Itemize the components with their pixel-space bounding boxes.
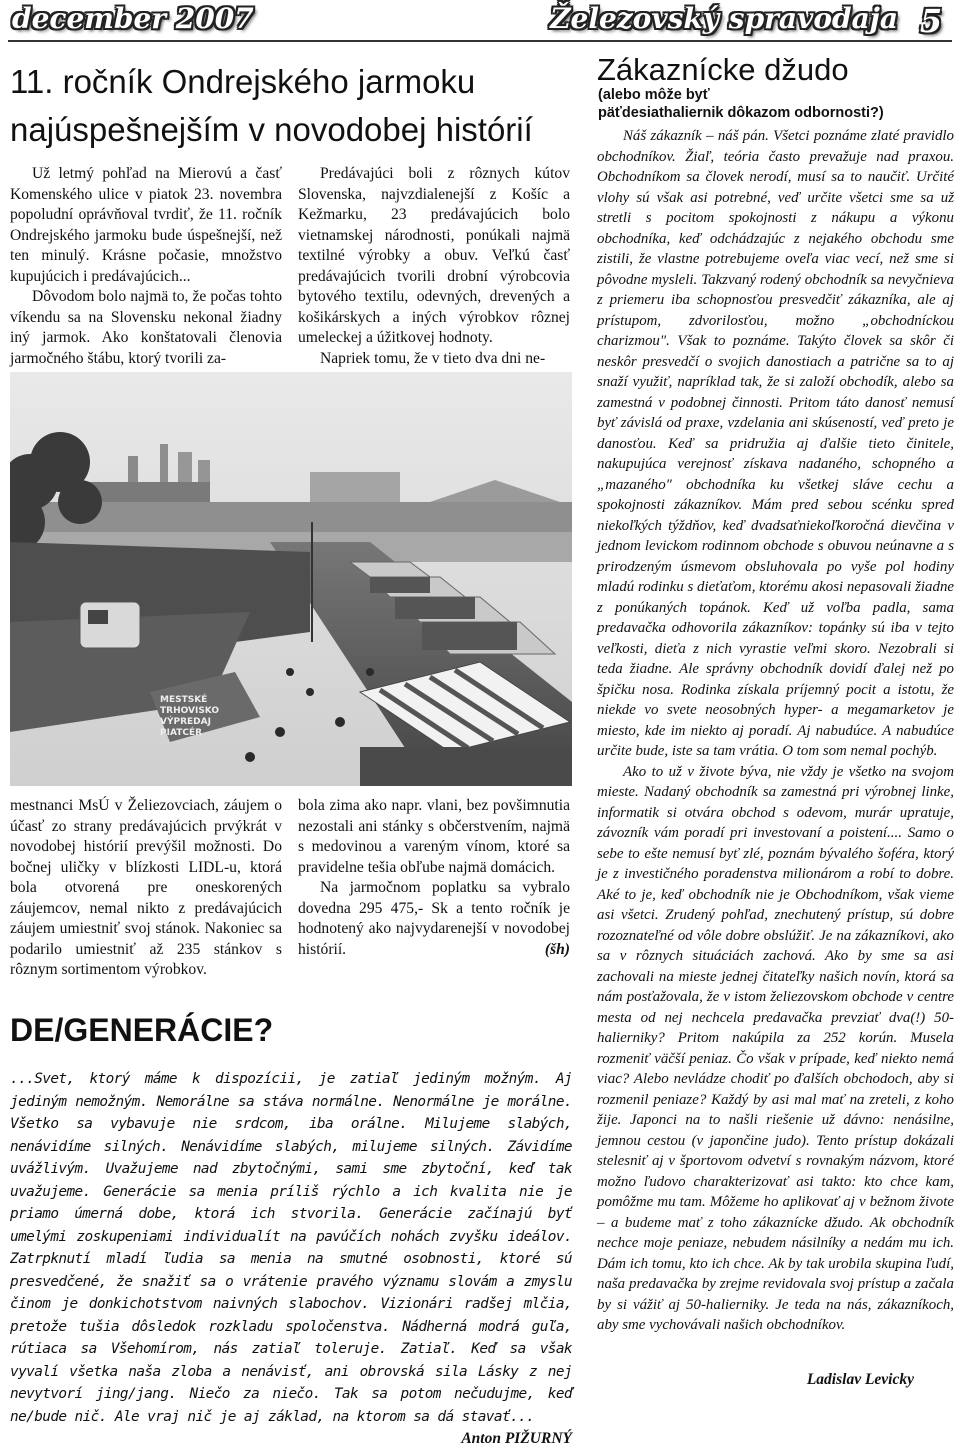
dzudo-body bbox=[597, 126, 954, 1336]
jarmok-column-2-top bbox=[298, 164, 570, 369]
page-number: 5 bbox=[912, 4, 950, 38]
photo-sign-line4: PIATCÉR bbox=[160, 728, 203, 738]
issue-date: december 2007 bbox=[12, 2, 254, 35]
photo-sign-line3: VÝPREDAJ bbox=[160, 717, 211, 727]
jarmok-paragraph: Dôvodom bolo najmä to, že počas tohto víkendu sa na Slovensku nekonal žiadny iný jarmok. Ako konštatovali členovia jarmočného štábu, ktorý tvorili za- bbox=[10, 288, 282, 367]
jarmok-paragraph-last bbox=[298, 878, 570, 960]
jarmok-headline-line2: najúspešnejším v novodobej histórií bbox=[10, 111, 533, 148]
photo-sign-line2: TRHOVISKO bbox=[160, 706, 220, 716]
dzudo-title: Zákaznícke džudo bbox=[597, 52, 849, 87]
jarmok-column-2-bottom bbox=[298, 796, 570, 960]
generacie-body: ...Svet, ktorý máme k dispozícii, je zatiaľ jediným možným. Aj jediným nemožným. Nemorálne sa stáva normálne. Nenormálne je morálne. Všetko sa vybavuje nie srdcom, iba orálne. Milujeme slabých, nenávidíme silných. Nenávidíme slabých, milujeme silných. Závidíme uvážlivým. Uvažujeme nad zbytočnými, sami sme zbytoční, keď tak uvažujeme. Generácie sa menia príliš rýchlo a ich kvalita nie je priamo úmerná dobe, ktorá ich stvorila. Generácie začínajú byť umelými zoskupeniami individualít na pavúčích nohách zvyšku ideálov. Zatrpknutí mladí ľudia sa menia na smutné osobnosti, ktoré sú presvedčené, že snažiť sa o vrátenie pravého významu slovám a zmyslu činom je donkichotstvom naivných slabochov. Vizionári radšej mlčia, pretože tušia dôsledok rozkladu spoločenstva. Nádherná modrá guľa, rútiaca sa Všehomírom, nás zatiaľ toleruje. Zatiaľ. Keď sa však vyvalí všetka naša zloba a nenávisť, ani obrovská sila Lásky z nej nevytvorí jing/jang. Niečo za niečo. Tak sa potom nečudujme, keď ne/bude nič. Ale vraj nič je aj základ, na ktorom sa dá stavať... bbox=[10, 1071, 572, 1425]
jarmok-paragraph: Napriek tomu, že v tieto dva dni ne- bbox=[320, 349, 546, 367]
jarmok-author-mark: (šh) bbox=[544, 940, 570, 958]
dzudo-subtitle-line1: (alebo môže byť bbox=[598, 87, 710, 103]
jarmok-headline-line1: 11. ročník Ondrejského jarmoku bbox=[10, 63, 476, 100]
dzudo-paragraph: Náš zákazník – náš pán. Všetci poznáme zlaté pravidlo obchodníkov. Žiaľ, teória často prevažuje nad praxou. Obchodníkom sa človek nerodí, musí sa to naučiť. Určité vlohy sú však asi potrebné, veď určite všetci sme sa už stretli s pocitom spokojnosti z nákupu a výkonu obchodníka, keď odchádzajúc z nejakého obchodu sme zistili, že vlastne potrebujeme oveľa viac vecí, než sme si pôvodne mysleli. Takzvaný rodený obchodník sa nevyčnieva z priemeru iba schopnosťou presvedčiť zákazníka, ale aj prístupom, zdvorilosťou, možno „obchodníckou charizmou". Však to poznáme. Takýto človek sa skôr či neskôr presvedčí o svojich danostiach a patrične sa to aj snaží využiť, napríklad tak, že si založí obchodík, alebo sa zamestná v podobnej činnosti. Pritom táto danosť nemusí byť závislá od praxe, vzdelania ani skúseností, veď preto je danosťou. Keď sa pridružia aj ďalšie tieto činitele, nakupujúca verejnosť získava nadaného, schopného a „mazaného" obchodníka ku všetkej sláve cechu a spokojnosti zákazníkov. Mám pred sebou scénku spred niekoľkých týždňov, keď dvadsaťniekoľkoročná dievčina v jednom levickom rodinnom obchode s obuvou neúnavne a s prirodzeným úsmevom obsluhovala po vyše pol hodiny mladú rodinku s dieťaťom, ktorému akosi nepasovali žiadne z ponúkaných topánok. Keď už voľba padla, sama predavačka odhovorila zákazníkov: topánky sú iba v tejto veľkosti, dieťa z nich vyrastie veľmi skoro. Nezobrali si teda žiadne. Ale správny obchodník dovidí ďalej než po špičku nosa. Rodinka získala príjemný pocit a istotu, že niekde vo svete neosobných hyper- a megamarketov je miesto, kde im niekto aj poradí. Aj nabudúce. A nabudúce určite bude, iste sa tam vrátia. O tom som nemal pochýb. bbox=[597, 128, 954, 759]
photo-sign-line1: MESTSKÉ bbox=[160, 695, 208, 705]
jarmok-paragraph: Už letmý pohľad na Mierovú a časť Komenského ulice v piatok 23. novembra popoludní oprávňoval tvrdiť, že 11. ročník Ondrejského jarmoku bude úspešnejší, než ten minulý. Krásne počasie, množstvo kupujúcich i predávajúcich... bbox=[10, 165, 282, 285]
jarmok-column-1-top bbox=[10, 164, 282, 369]
dzudo-author: Ladislav Levicky bbox=[806, 1371, 914, 1388]
jarmok-column-1-bottom bbox=[10, 796, 282, 981]
jarmok-headline bbox=[10, 58, 570, 154]
jarmok-paragraph: Predávajúci boli z rôznych kútov Slovenska, najvzdialenejší z Košíc a Kežmarku, 23 predávajúcich bolo vietnamskej národnosti, ponúkali najmä textilné výrobky a obuv. Veľkú časť predávajúcich tvorili drobní výrobcovia bytového textilu, odevných, drevených a košikárskych a iných výrobkov rôznej umeleckej a úžitkovej hodnoty. bbox=[298, 165, 570, 346]
generacie-author: Anton PIŽURNÝ bbox=[461, 1430, 572, 1447]
jarmok-paragraph: bola zima ako napr. vlani, bez povšimnutia nezostali ani stánky s občerstvením, najmä s medovinou a vareným vínom, ktoré sa pravidelne tešia obľube najmä domácich. bbox=[298, 797, 570, 876]
jarmok-paragraph: mestnanci MsÚ v Želiezovciach, záujem o účasť zo strany predávajúcich prvýkrát v novodobej histórií prevýšil možnosti. Do bočnej uličky v blízkosti LIDL-u, ktorá bola otvorená pre oneskorených záujemcov, nemal nikto z predávajúcich záujem umiestniť svoj stánok. Nakoniec sa podarilo umiestniť až 235 stánkov s rôznym sortimentom výrobkov. bbox=[10, 797, 282, 978]
generacie-text bbox=[10, 1068, 572, 1451]
dzudo-subtitle-line2: päťdesiathaliernik dôkazom odbornosti?) bbox=[598, 105, 884, 121]
generacie-title: DE/GENERÁCIE? bbox=[10, 1012, 274, 1048]
publication-title: Železovský spravodaja bbox=[550, 2, 898, 35]
market-photo bbox=[10, 372, 572, 786]
dzudo-paragraph: Ako to už v živote býva, nie vždy je všetko na svojom mieste. Nadaný obchodník sa zamestná pri výrobnej linke, informatik si otvára obchod s odevom, murár upratuje, závozník vám poradí pri investovaní a poistení.... Samo o sebe to ešte nemusí byť zlé, poznám bývalého šoféra, ktorý je z investičného poradenstva milionárom a robí to dobre. Aké to je, keď obchodník nie je Obchodníkom, však vieme asi všetci. Zrudený pohľad, znechutený prístup, sú dobre rozoznateľné od vôle dobre obslúžiť. Je na zákazníkovi, ako sa v rôznych situáciách zachová. Ako by sme sa asi zachovali na mieste jednej čitateľky našich novín, ktorá sa nám posťažovala, že v istom želiezovskom obchode v centre mesta od nej nechcela predavačka prevziať dva(!) 50-halierniky? Pritom nakúpila za 252 korún. Musela rozmeniť väčší peniaz. Čo však v prípade, keď niekto nemá viac? Alebo nevládze chodiť po ďalších obchodoch, aby si rozmenil peniaze? Každý by asi mal mať na zreteli, z koho žije. Japonci na to našli riešenie už dávno: nenásilne, jemnou cestou (v japončine judo). Tento prístup dokázali stelesniť aj v športovom odvetví s rovnakým názvom, ktoré možno ľudovo charakterizovať asi takto: kto chce kam, pomôžme mu tam. Môžeme ho aplikovať aj v bežnom živote – a budeme mať z toho zákaznícke džudo. Ak obchodník nechce moje peniaze, nebudem násilníky a nedám mu ich. Dám ich tomu, kto ich chce. Ak by tak urobila skupina ľudí, naša predavačka by zrejme revidovala svoj prístup a začala by si vážiť aj 50-halierniky. Je teda na nás, zákazníkoch, aby sme vychovávali našich obchodníkov. bbox=[597, 763, 954, 1333]
dzudo-subtitle bbox=[598, 86, 958, 122]
header-rule bbox=[8, 40, 952, 42]
jarmok-closing-text: Na jarmočnom poplatku sa vybralo dovedna 295 475,- Sk a tento ročník je hodnotený ako najvydarenejší v novodobej histórií. bbox=[298, 879, 570, 958]
